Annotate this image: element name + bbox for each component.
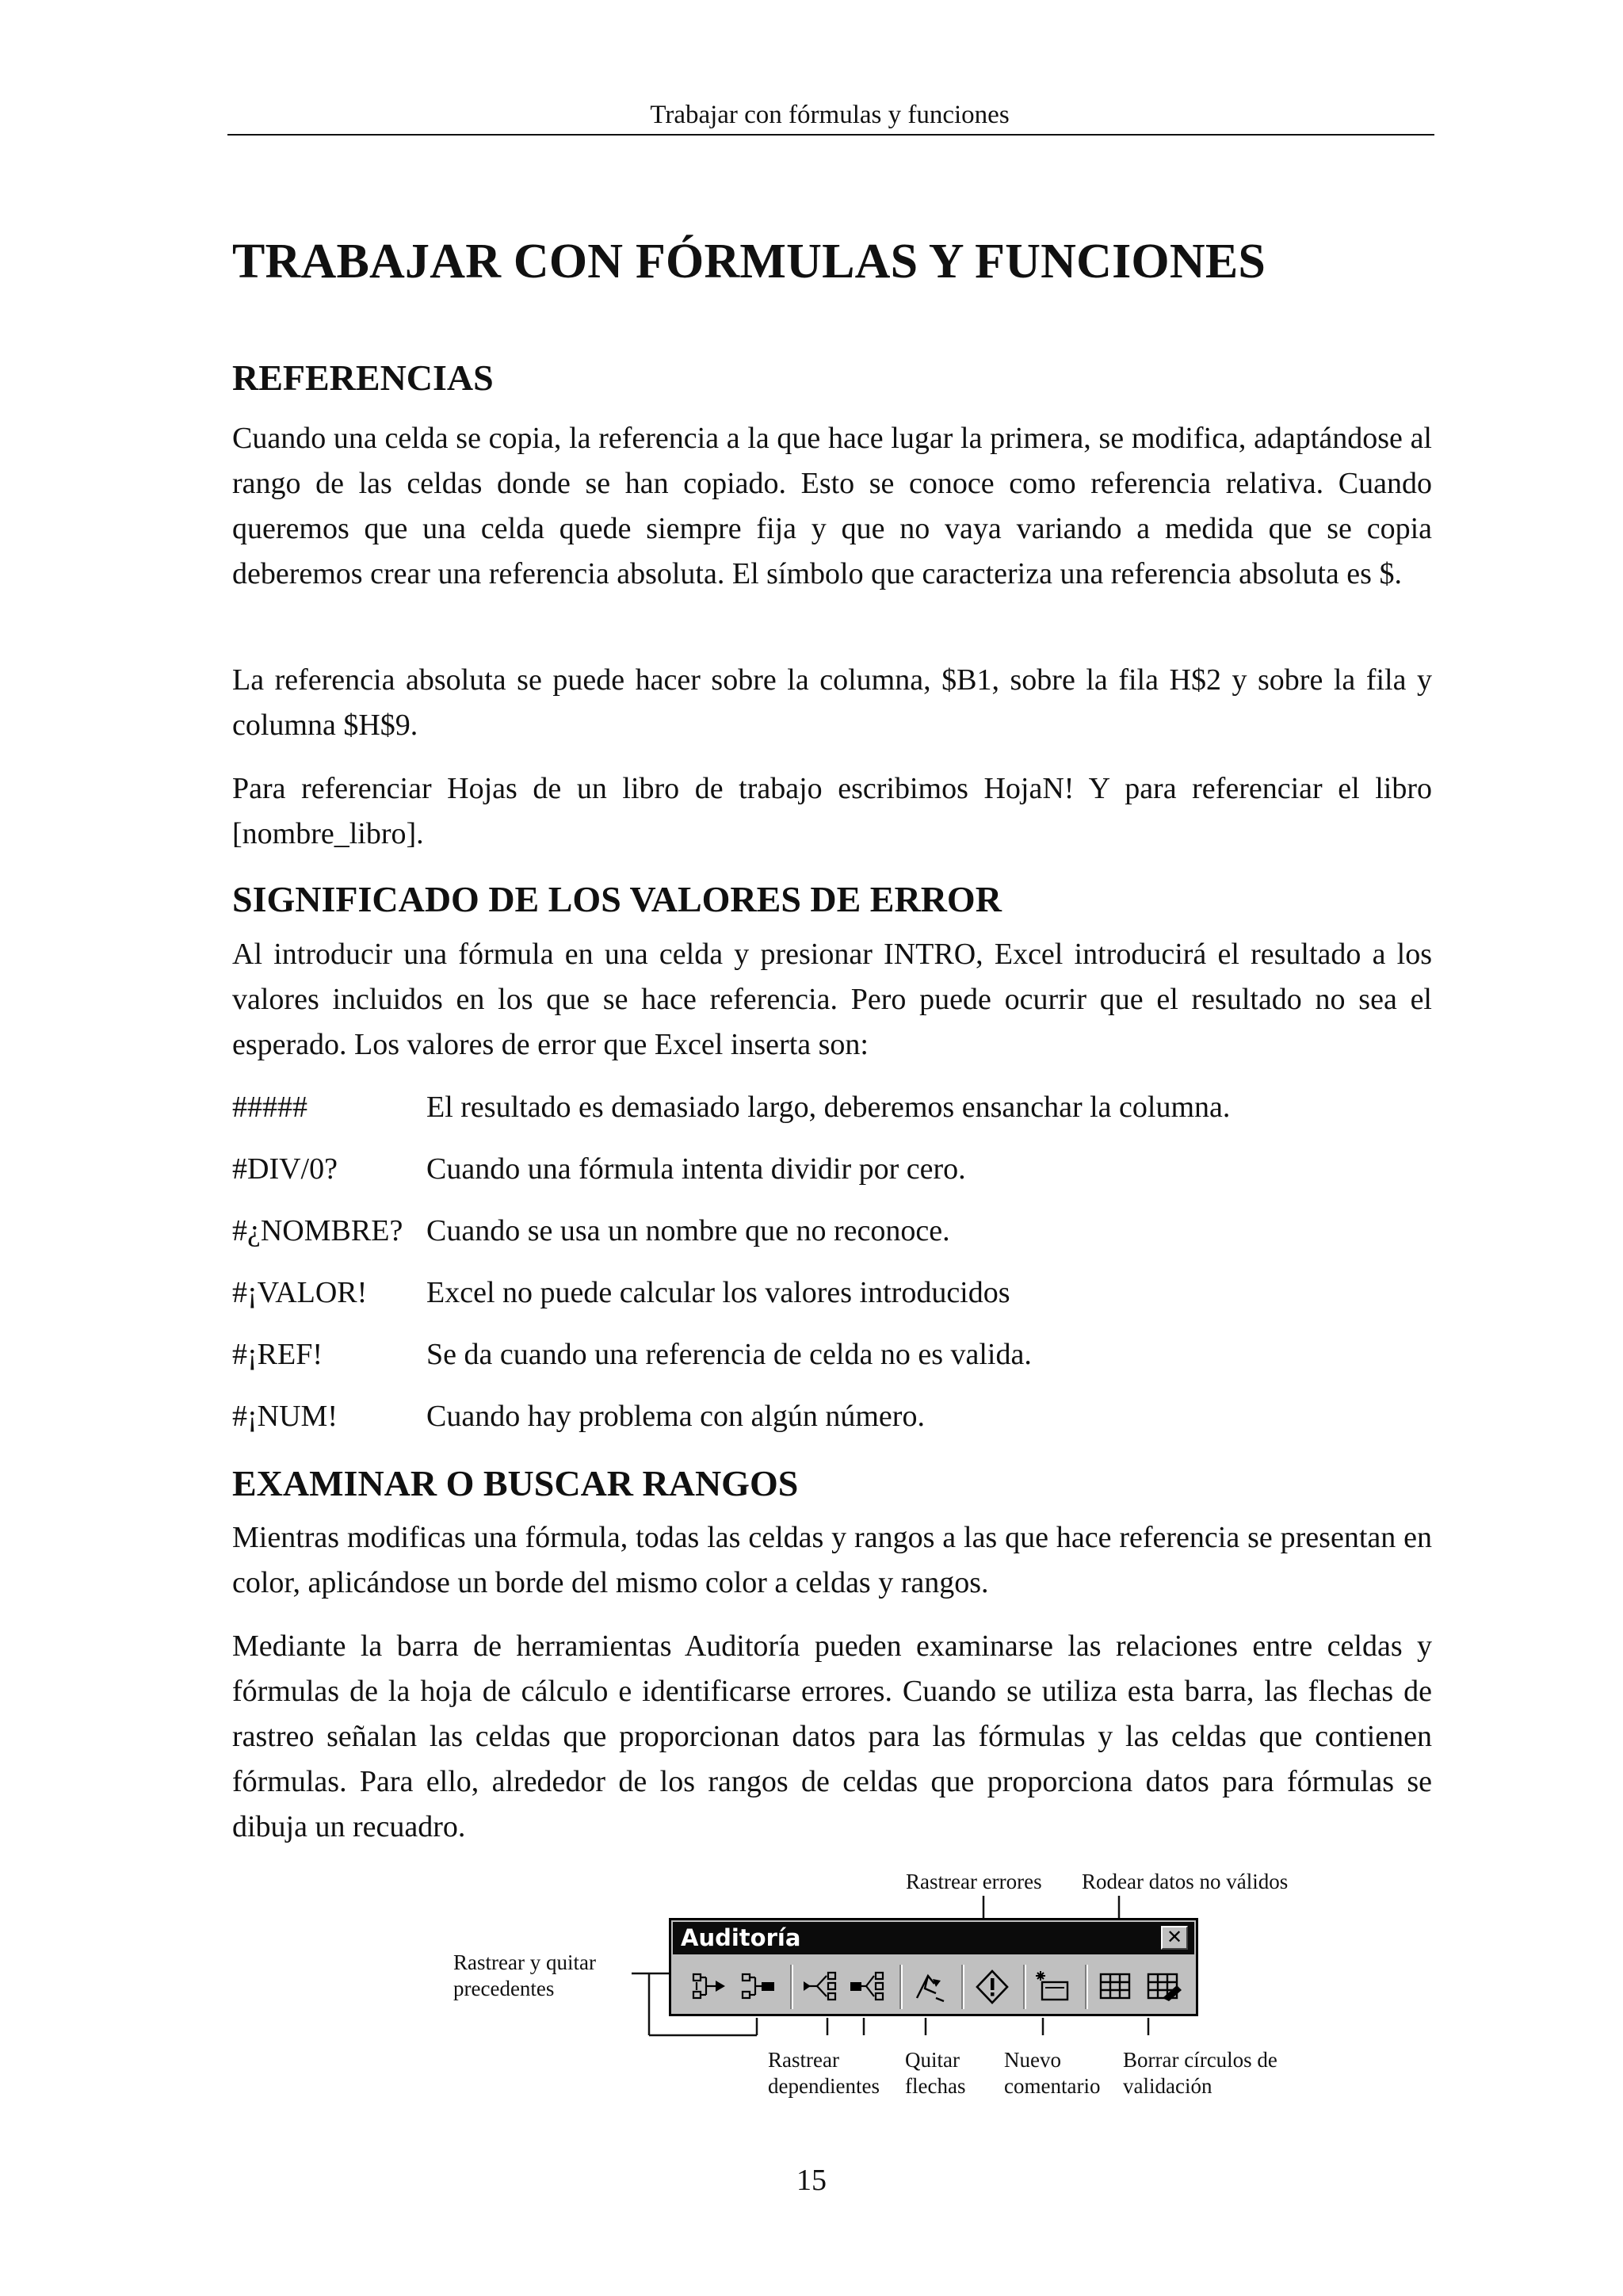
trace-precedents-icon	[689, 1966, 731, 2008]
grid-eraser-icon	[1142, 1966, 1185, 2008]
label-rodear-datos: Rodear datos no válidos	[1082, 1870, 1289, 1893]
error-description: Cuando una fórmula intenta dividir por cero.	[426, 1152, 966, 1186]
label-line: flechas	[905, 2074, 966, 2098]
label-line: dependientes	[768, 2074, 880, 2098]
error-item	[232, 1394, 1432, 1439]
label-line: Nuevo	[1004, 2048, 1061, 2072]
page-title: TRABAJAR CON FÓRMULAS Y FUNCIONES	[232, 235, 1266, 288]
auditoria-toolbar	[669, 1918, 1198, 2016]
remove-all-arrows-button[interactable]	[909, 1966, 952, 2008]
trace-dependents-button[interactable]	[800, 1966, 842, 2008]
circle-invalid-data-button[interactable]	[1094, 1966, 1137, 2008]
label-line: Quitar	[905, 2048, 960, 2072]
error-warning-icon	[971, 1966, 1014, 2008]
label-quitar-flechas	[905, 2047, 965, 2099]
trace-dependents-icon	[800, 1966, 842, 2008]
remove-dependent-arrows-button[interactable]	[847, 1966, 890, 2008]
label-nuevo-comentario	[1004, 2047, 1100, 2099]
label-rastrear-errores: Rastrear errores	[906, 1870, 1042, 1893]
paragraph-referencias-2: La referencia absoluta se puede hacer sobre la columna, $B1, sobre la fila H$2 y sobre la fila y columna $H$9.	[232, 663, 1432, 742]
label-line: comentario	[1004, 2074, 1101, 2098]
paragraph-examinar-1: Mientras modificas una fórmula, todas las celdas y rangos a las que hace referencia se presentan en color, aplicándose un borde del mismo color a celdas y rangos.	[232, 1521, 1432, 1599]
paragraph-referencias-1: Cuando una celda se copia, la referencia a la que hace lugar la primera, se modifica, adaptándose al rango de las celdas donde se han copiado. Esto se conoce como referencia relativa. Cuando queremos que una celda quede siempre fija y que no vaya variando a medida que se copia deberemos crear una referencia absoluta. El símbolo que caracteriza una referencia absoluta es $.	[232, 422, 1432, 590]
close-button[interactable]: ✕	[1161, 1926, 1188, 1950]
paragraph-errores-intro: Al introducir una fórmula en una celda y presionar INTRO, Excel introducirá el resultado a los valores incluidos en los que se hace referencia. Pero puede ocurrir que el resultado no sea el esperado. Los valores de error que Excel inserta son:	[232, 938, 1432, 1061]
error-item	[232, 1209, 1432, 1254]
toolbar-titlebar[interactable]	[673, 1922, 1194, 1954]
error-code: #¿NOMBRE?	[232, 1214, 403, 1247]
toolbar-separator	[1023, 1965, 1026, 2009]
error-description: Excel no puede calcular los valores introducidos	[426, 1276, 1010, 1309]
grid-icon	[1094, 1966, 1137, 2008]
toolbar-title: Auditoría	[681, 1924, 801, 1951]
error-code: #DIV/0?	[232, 1152, 338, 1186]
paragraph-referencias-3: Para referenciar Hojas de un libro de trabajo escribimos HojaN! Y para referenciar el libro [nombre_libro].	[232, 772, 1432, 850]
trace-precedents-button[interactable]	[689, 1966, 731, 2008]
remove-precedent-arrows-icon	[738, 1966, 781, 2008]
remove-arrows-icon	[909, 1966, 952, 2008]
heading-referencias: REFERENCIAS	[232, 357, 494, 398]
toolbar-separator	[790, 1965, 793, 2009]
heading-examinar-rangos: EXAMINAR O BUSCAR RANGOS	[232, 1463, 799, 1503]
error-item	[232, 1332, 1432, 1377]
page-number: 15	[796, 2164, 827, 2197]
clear-validation-circles-button[interactable]	[1142, 1966, 1185, 2008]
toolbar-separator	[1085, 1965, 1088, 2009]
error-code: #¡VALOR!	[232, 1276, 368, 1309]
error-description: El resultado es demasiado largo, deberemos ensanchar la columna.	[426, 1091, 1231, 1124]
label-line: validación	[1123, 2074, 1212, 2098]
label-line: Borrar círculos de	[1123, 2048, 1277, 2072]
error-description: Cuando se usa un nombre que no reconoce.	[426, 1214, 950, 1247]
label-borrar-circulos	[1123, 2047, 1277, 2099]
toolbar-separator	[899, 1965, 903, 2009]
toolbar-separator	[961, 1965, 964, 2009]
error-code: #####	[232, 1091, 307, 1124]
error-item	[232, 1085, 1432, 1130]
running-header: Trabajar con fórmulas y funciones	[650, 101, 1010, 129]
error-description: Cuando hay problema con algún número.	[426, 1400, 925, 1433]
label-line: Rastrear	[768, 2048, 839, 2072]
error-item	[232, 1147, 1432, 1192]
new-comment-icon	[1033, 1966, 1075, 2008]
remove-precedent-arrows-button[interactable]	[738, 1966, 781, 2008]
trace-error-button[interactable]	[971, 1966, 1014, 2008]
error-description: Se da cuando una referencia de celda no es valida.	[426, 1338, 1032, 1371]
label-line: Rastrear y quitar	[453, 1950, 596, 1974]
header-rule	[227, 134, 1434, 136]
new-comment-button[interactable]	[1033, 1966, 1075, 2008]
error-item	[232, 1270, 1432, 1316]
error-code: #¡REF!	[232, 1338, 323, 1371]
paragraph-examinar-2: Mediante la barra de herramientas Auditoría pueden examinarse las relaciones entre celdas y fórmulas de la hoja de cálculo e identificarse errores. Cuando se utiliza esta barra, las flechas de rastreo señalan las celdas que proporcionan datos para las fórmulas y las celdas que contienen fórmulas. Para ello, alrededor de los rangos de celdas que proporciona datos para fórmulas se dibuja un recuadro.	[232, 1629, 1432, 1843]
remove-dependent-arrows-icon	[847, 1966, 890, 2008]
label-dependientes	[768, 2047, 880, 2099]
error-code: #¡NUM!	[232, 1400, 338, 1433]
heading-valores-error: SIGNIFICADO DE LOS VALORES DE ERROR	[232, 879, 1002, 919]
label-line: precedentes	[453, 1977, 555, 2000]
label-precedentes	[453, 1950, 596, 2002]
